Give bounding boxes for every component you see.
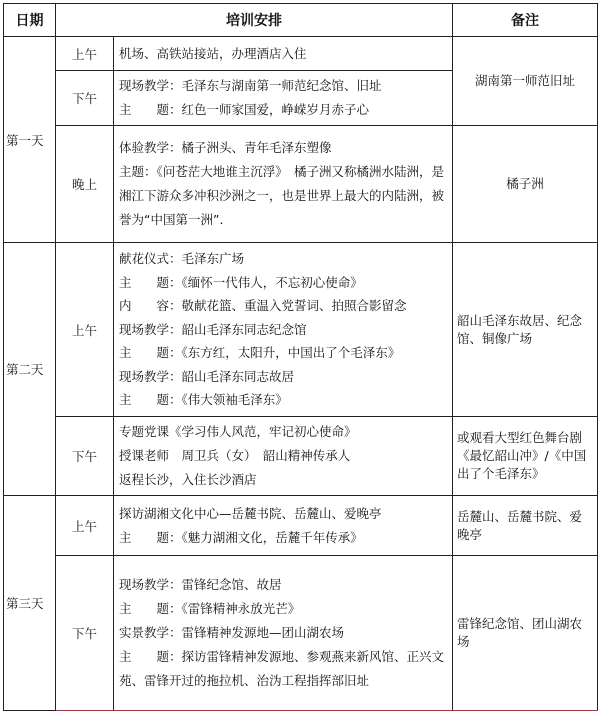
arrangement-line: 机场、高铁站接站，办理酒店入住 <box>119 45 307 61</box>
table-row <box>4 37 598 71</box>
arrangement-line: 主 题：《缅怀一代伟人，不忘初心使命》 <box>119 274 363 290</box>
arrangement-line: 现场教学：韶山毛泽东同志纪念馆 <box>119 321 307 337</box>
slot-label: 下午 <box>56 417 114 496</box>
day-label: 第一天 <box>4 37 56 243</box>
note-cell <box>453 556 598 711</box>
note-text: 橘子洲 <box>506 176 544 191</box>
note-text: 或观看大型红色舞台剧《最忆韶山冲》/《中国出了个毛泽东》 <box>457 430 587 481</box>
arrangement-line: 现场教学：毛泽东与湖南第一师范纪念馆、旧址 <box>119 78 382 93</box>
slot-label: 上午 <box>56 496 114 556</box>
note-text: 韶山毛泽东故居、纪念馆、铜像广场 <box>457 312 583 346</box>
header-note: 备注 <box>453 4 598 37</box>
arrangement-line: 探访湖湘文化中心—岳麓书院、岳麓山、爱晚亭 <box>119 505 382 521</box>
arrangement-cell <box>114 126 453 243</box>
arrangement-line: 主题：《问苍茫大地谁主沉浮》 橘子洲又称橘洲水陆洲，是湘江下游众多冲积沙洲之一，也是世界上最大的内陆洲，被誉为“中国第一洲”. <box>119 164 445 227</box>
arrangement-cell <box>114 37 453 71</box>
note-cell <box>453 37 598 126</box>
table-row <box>4 496 598 556</box>
day-label: 第二天 <box>4 243 56 496</box>
arrangement-line: 主 题：红色一师家国爱，峥嵘岁月赤子心 <box>119 102 370 117</box>
arrangement-line: 授课老师 周卫兵（女） 韶山精神传承人 <box>119 448 351 463</box>
training-schedule-table <box>3 3 598 711</box>
arrangement-line: 内 容：敬献花篮、重温入党誓词、拍照合影留念 <box>119 298 407 314</box>
arrangement-cell <box>114 71 453 126</box>
note-cell <box>453 126 598 243</box>
note-cell <box>453 496 598 556</box>
note-cell <box>453 243 598 417</box>
arrangement-line: 主 题：《魅力湖湘文化，岳麓千年传承》 <box>119 529 363 545</box>
arrangement-line: 体验教学：橘子洲头、青年毛泽东塑像 <box>119 140 332 155</box>
slot-label: 上午 <box>56 243 114 417</box>
note-text: 湖南第一师范旧址 <box>474 73 575 88</box>
arrangement-cell <box>114 496 453 556</box>
arrangement-line: 返程长沙，入住长沙酒店 <box>119 472 257 487</box>
slot-label: 晚上 <box>56 126 114 243</box>
arrangement-line: 主 题：《东方红，太阳升，中国出了个毛泽东》 <box>119 345 401 361</box>
note-text: 岳麓山、岳麓书院、爱晚亭 <box>457 508 583 542</box>
table-row <box>4 243 598 417</box>
arrangement-line: 主 题：《伟大领袖毛泽东》 <box>119 392 288 408</box>
note-cell <box>453 417 598 496</box>
arrangement-line: 献花仪式：毛泽东广场 <box>119 251 245 267</box>
arrangement-line: 主 题：探访雷锋精神发源地、参观燕来新风馆、正兴文苑、雷锋开过的拖拉机、治沩工程指挥部旧址 <box>119 649 445 688</box>
table-row <box>4 556 598 711</box>
arrangement-cell <box>114 243 453 417</box>
table-row <box>4 417 598 496</box>
arrangement-line: 主 题：《雷锋精神永放光芒》 <box>119 601 301 616</box>
arrangement-line: 实景教学：雷锋精神发源地—团山湖农场 <box>119 625 345 640</box>
arrangement-line: 现场教学：雷锋纪念馆、故居 <box>119 577 282 592</box>
arrangement-line: 专题党课《学习伟人风范，牢记初心使命》 <box>119 424 357 439</box>
note-text: 雷锋纪念馆、团山湖农场 <box>457 616 583 649</box>
slot-label: 下午 <box>56 71 114 126</box>
header-row <box>4 4 598 37</box>
header-date: 日期 <box>4 4 56 37</box>
arrangement-cell <box>114 417 453 496</box>
day-label: 第三天 <box>4 496 56 711</box>
arrangement-cell <box>114 556 453 711</box>
slot-label: 上午 <box>56 37 114 71</box>
header-arrangement: 培训安排 <box>56 4 453 37</box>
table-row <box>4 126 598 243</box>
slot-label: 下午 <box>56 556 114 711</box>
arrangement-line: 现场教学：韶山毛泽东同志故居 <box>119 368 295 384</box>
